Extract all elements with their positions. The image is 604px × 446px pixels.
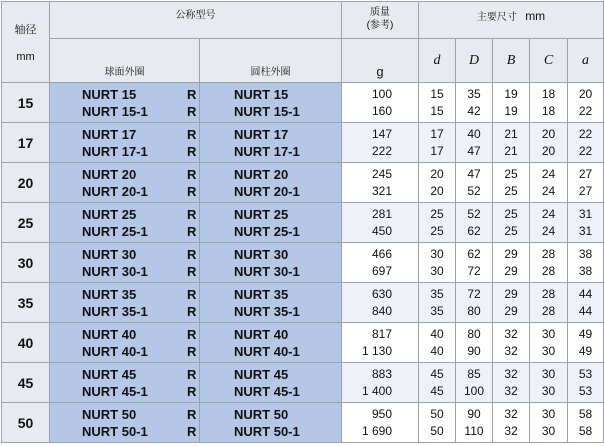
table-row <box>2 123 604 163</box>
cylindrical-outer-header: 圆柱外圈 <box>200 39 342 83</box>
dim-d-cell-value: 40 <box>430 343 444 358</box>
dim-d-cell <box>419 403 456 443</box>
mass-cell-value: 697 <box>371 263 392 278</box>
mass-cell-value: 100 <box>371 86 392 101</box>
shaft-header <box>2 2 50 83</box>
mass-note: (参考) <box>366 20 394 31</box>
cylindrical-model: NURT 40-1 <box>234 343 300 359</box>
dim-a-cell-value: 38 <box>578 263 593 278</box>
dim-d-cell-value: 17 <box>430 143 444 158</box>
mass-cell-value: 1 130 <box>361 343 392 358</box>
dim-D-cell <box>456 323 493 363</box>
cylindrical-model: NURT 20-1 <box>234 183 300 199</box>
dim-C-cell-value: 30 <box>541 366 556 381</box>
spherical-model-line <box>82 206 199 223</box>
shaft-cell: 17 <box>2 123 50 163</box>
dim-B-cell-value: 25 <box>504 166 518 181</box>
dims-label: 主要尺寸 <box>476 12 517 23</box>
cylindrical-model: NURT 17-1 <box>234 143 300 159</box>
spherical-model-line <box>82 246 199 263</box>
table-row <box>2 323 604 363</box>
dims-unit: mm <box>525 9 546 23</box>
spherical-model-line <box>82 166 199 183</box>
dim-a-cell-value: 27 <box>578 183 593 198</box>
dim-d-cell-value: 35 <box>430 303 444 318</box>
spherical-suffix: R <box>187 206 197 222</box>
dim-C-cell-value: 30 <box>541 326 556 341</box>
table-body <box>2 83 604 443</box>
dim-C-cell <box>530 363 568 403</box>
spherical-suffix: R <box>187 103 197 119</box>
dim-D-cell-value: 42 <box>467 103 481 118</box>
dim-a-cell-value: 27 <box>578 166 593 181</box>
dim-d-cell <box>419 283 456 323</box>
cylindrical-model-cell <box>200 83 342 123</box>
mass-cell-value: 160 <box>371 103 392 118</box>
dim-D-cell-value: 80 <box>467 303 481 318</box>
mass-cell-value: 245 <box>371 166 392 181</box>
dim-C-cell <box>530 323 568 363</box>
dim-D-cell <box>456 403 493 443</box>
shaft-cell: 45 <box>2 363 50 403</box>
dim-C-cell <box>530 283 568 323</box>
dim-d-cell <box>419 203 456 243</box>
table-row <box>2 83 604 123</box>
spherical-model: NURT 15 <box>82 86 137 102</box>
mass-cell-value: 466 <box>371 246 392 261</box>
mass-cell-value: 1 400 <box>361 383 392 398</box>
mass-cell <box>342 403 419 443</box>
spherical-model-line <box>82 366 199 383</box>
mass-label: 质量 <box>370 7 390 18</box>
cylindrical-model-cell <box>200 243 342 283</box>
spherical-model-cell <box>50 403 200 443</box>
mass-header <box>342 2 419 39</box>
shaft-cell: 40 <box>2 323 50 363</box>
shaft-cell: 30 <box>2 243 50 283</box>
spherical-model-line <box>82 343 199 360</box>
dim-d-cell-value: 20 <box>430 166 444 181</box>
dim-d-cell <box>419 363 456 403</box>
dim-B-cell-value: 29 <box>504 286 518 301</box>
dim-d-cell-value: 50 <box>430 423 444 438</box>
spherical-suffix: R <box>187 286 197 302</box>
dim-a-cell-value: 44 <box>578 303 593 318</box>
dim-D-cell-value: 47 <box>467 143 481 158</box>
dim-B-cell-value: 25 <box>504 183 518 198</box>
spherical-suffix: R <box>187 86 197 102</box>
cylindrical-model: NURT 35-1 <box>234 303 300 319</box>
dim-C-cell-value: 30 <box>541 343 556 358</box>
dim-d-cell-value: 25 <box>430 206 444 221</box>
spherical-model-cell <box>50 163 200 203</box>
dim-C-cell-value: 30 <box>541 423 556 438</box>
spherical-suffix: R <box>187 223 197 239</box>
dim-C-cell-value: 18 <box>541 103 556 118</box>
spherical-model-line <box>82 383 199 400</box>
dim-d-cell <box>419 83 456 123</box>
mass-cell <box>342 83 419 123</box>
spherical-suffix: R <box>187 143 197 159</box>
cylindrical-model-cell <box>200 283 342 323</box>
dim-B-header: B <box>493 39 530 83</box>
spherical-model: NURT 40 <box>82 326 137 342</box>
dim-B-cell-value: 32 <box>504 343 518 358</box>
cylindrical-model-cell <box>200 123 342 163</box>
dim-D-cell-value: 90 <box>467 406 481 421</box>
dim-B-cell <box>493 283 530 323</box>
dim-d-cell-value: 45 <box>430 383 444 398</box>
mass-cell <box>342 203 419 243</box>
dim-D-cell <box>456 243 493 283</box>
dim-B-cell-value: 29 <box>504 263 518 278</box>
spherical-model-line <box>82 263 199 280</box>
cylindrical-model: NURT 25 <box>234 206 289 222</box>
dim-d-cell-value: 15 <box>430 86 444 101</box>
spherical-model: NURT 25 <box>82 206 137 222</box>
table-header <box>2 2 604 83</box>
dim-C-header: C <box>530 39 568 83</box>
spherical-model-cell <box>50 363 200 403</box>
dim-C-cell-value: 24 <box>541 206 556 221</box>
table-row <box>2 243 604 283</box>
table-row <box>2 203 604 243</box>
dim-B-cell-value: 25 <box>504 223 518 238</box>
dim-d-cell-value: 50 <box>430 406 444 421</box>
dim-C-cell <box>530 163 568 203</box>
dim-a-cell-value: 44 <box>578 286 593 301</box>
dim-a-cell <box>568 123 604 163</box>
dim-a-cell-value: 31 <box>578 206 593 221</box>
mass-cell-value: 817 <box>371 326 392 341</box>
dim-a-cell <box>568 83 604 123</box>
spherical-model: NURT 35-1 <box>82 303 148 319</box>
dim-B-cell <box>493 363 530 403</box>
dim-B-cell-value: 32 <box>504 366 518 381</box>
dim-a-cell <box>568 203 604 243</box>
spherical-suffix: R <box>187 383 197 399</box>
dim-a-cell <box>568 243 604 283</box>
shaft-cell: 15 <box>2 83 50 123</box>
dim-B-cell <box>493 123 530 163</box>
spherical-model-cell <box>50 83 200 123</box>
spherical-model-cell <box>50 123 200 163</box>
cylindrical-model: NURT 50 <box>234 406 289 422</box>
spherical-model: NURT 17 <box>82 126 137 142</box>
spherical-suffix: R <box>187 126 197 142</box>
cylindrical-model-cell <box>200 323 342 363</box>
cylindrical-model: NURT 45 <box>234 366 289 382</box>
dim-D-cell <box>456 123 493 163</box>
dim-D-header: D <box>456 39 493 83</box>
dim-a-cell-value: 31 <box>578 223 593 238</box>
spherical-suffix: R <box>187 303 197 319</box>
dim-a-cell-value: 58 <box>578 406 593 421</box>
dim-D-cell-value: 52 <box>467 183 481 198</box>
cylindrical-model: NURT 45-1 <box>234 383 300 399</box>
dim-D-cell-value: 100 <box>463 383 485 398</box>
dim-a-cell-value: 22 <box>578 143 593 158</box>
dim-a-cell-value: 49 <box>578 343 593 358</box>
dim-D-cell-value: 110 <box>464 423 484 438</box>
dim-B-cell <box>493 163 530 203</box>
dim-B-cell <box>493 83 530 123</box>
model-group-header: 公称型号 <box>50 2 342 39</box>
dim-C-cell <box>530 243 568 283</box>
spherical-suffix: R <box>187 326 197 342</box>
cylindrical-model: NURT 15 <box>234 86 289 102</box>
dim-C-cell-value: 24 <box>541 223 556 238</box>
dim-B-cell-value: 21 <box>504 143 518 158</box>
mass-cell <box>342 123 419 163</box>
dim-D-cell <box>456 363 493 403</box>
dim-D-cell <box>456 203 493 243</box>
mass-cell-value: 883 <box>371 366 392 381</box>
mass-cell-value: 950 <box>371 406 392 421</box>
cylindrical-model: NURT 50-1 <box>234 423 300 439</box>
spherical-model-line <box>82 183 199 200</box>
spherical-model: NURT 40-1 <box>82 343 148 359</box>
shaft-cell: 25 <box>2 203 50 243</box>
dim-a-cell <box>568 403 604 443</box>
mass-cell-value: 630 <box>371 286 392 301</box>
dim-d-cell-value: 45 <box>430 366 444 381</box>
dim-B-cell-value: 25 <box>504 206 518 221</box>
spherical-model-cell <box>50 243 200 283</box>
spec-table <box>1 1 604 443</box>
dim-a-cell-value: 22 <box>578 126 593 141</box>
dim-a-cell-value: 49 <box>578 326 593 341</box>
dim-D-cell-value: 52 <box>467 206 481 221</box>
dim-D-cell-value: 40 <box>467 126 481 141</box>
mass-cell-value: 450 <box>371 223 392 238</box>
spherical-model-line <box>82 223 199 240</box>
dim-D-cell-value: 47 <box>467 166 481 181</box>
spherical-suffix: R <box>187 166 197 182</box>
mass-cell-value: 840 <box>371 303 392 318</box>
spherical-model: NURT 17-1 <box>82 143 148 159</box>
spherical-model-cell <box>50 283 200 323</box>
mass-cell-value: 281 <box>371 206 392 221</box>
mass-cell-value: 147 <box>371 126 392 141</box>
dim-a-header: a <box>568 39 604 83</box>
cylindrical-model-cell <box>200 403 342 443</box>
dim-a-cell-value: 53 <box>578 366 593 381</box>
shaft-label: 轴径 <box>14 24 37 36</box>
dim-C-cell-value: 20 <box>541 143 556 158</box>
spherical-suffix: R <box>187 183 197 199</box>
spherical-model-line <box>82 143 199 160</box>
spherical-model-line <box>82 423 199 440</box>
shaft-unit: mm <box>16 51 35 63</box>
dim-d-cell <box>419 123 456 163</box>
dim-a-cell <box>568 283 604 323</box>
spherical-model-line <box>82 406 199 423</box>
dim-D-cell-value: 90 <box>467 343 481 358</box>
dim-B-cell <box>493 203 530 243</box>
spherical-model: NURT 45-1 <box>82 383 148 399</box>
mass-cell <box>342 323 419 363</box>
spherical-model-line <box>82 326 199 343</box>
dim-B-cell-value: 19 <box>504 103 518 118</box>
spherical-suffix: R <box>187 366 197 382</box>
dim-D-cell-value: 80 <box>467 326 481 341</box>
spherical-model: NURT 25-1 <box>82 223 148 239</box>
cylindrical-model: NURT 40 <box>234 326 289 342</box>
spherical-suffix: R <box>187 246 197 262</box>
dim-a-cell-value: 20 <box>578 86 593 101</box>
dim-D-cell-value: 62 <box>467 246 481 261</box>
dim-C-cell-value: 20 <box>541 126 556 141</box>
dim-D-cell-value: 62 <box>467 223 481 238</box>
table-row <box>2 163 604 203</box>
spherical-suffix: R <box>187 343 197 359</box>
dim-B-cell-value: 29 <box>504 246 518 261</box>
dim-C-cell-value: 30 <box>541 406 556 421</box>
dims-group-header <box>419 2 604 39</box>
spherical-model: NURT 50 <box>82 406 137 422</box>
dim-D-cell <box>456 163 493 203</box>
spherical-model-cell <box>50 323 200 363</box>
mass-cell <box>342 363 419 403</box>
mass-cell <box>342 283 419 323</box>
spherical-model: NURT 50-1 <box>82 423 148 439</box>
dim-C-cell-value: 28 <box>541 286 556 301</box>
dim-a-cell-value: 58 <box>578 423 593 438</box>
dim-C-cell <box>530 403 568 443</box>
cylindrical-model: NURT 20 <box>234 166 289 182</box>
spherical-model: NURT 20-1 <box>82 183 148 199</box>
dim-a-cell-value: 53 <box>578 383 593 398</box>
dim-C-cell-value: 24 <box>541 166 556 181</box>
dim-C-cell <box>530 83 568 123</box>
dim-d-cell-value: 35 <box>430 286 444 301</box>
table-row <box>2 403 604 443</box>
mass-unit: g <box>342 39 419 83</box>
dim-B-cell-value: 32 <box>504 406 518 421</box>
mass-cell-value: 1 690 <box>361 423 392 438</box>
spherical-model-line <box>82 303 199 320</box>
dim-B-cell <box>493 243 530 283</box>
spherical-model-line <box>82 286 199 303</box>
dim-C-cell-value: 24 <box>541 183 556 198</box>
cylindrical-model-cell <box>200 163 342 203</box>
dim-B-cell-value: 19 <box>504 86 518 101</box>
dim-a-cell <box>568 163 604 203</box>
cylindrical-model: NURT 17 <box>234 126 289 142</box>
cylindrical-model-cell <box>200 363 342 403</box>
dim-d-cell-value: 30 <box>430 263 444 278</box>
dim-D-cell-value: 72 <box>467 263 481 278</box>
table-row <box>2 283 604 323</box>
dim-a-cell <box>568 363 604 403</box>
dim-D-cell <box>456 83 493 123</box>
dim-C-cell-value: 30 <box>541 383 556 398</box>
spherical-suffix: R <box>187 423 197 439</box>
dim-C-cell-value: 18 <box>541 86 556 101</box>
spherical-model-line <box>82 86 199 103</box>
spherical-model-cell <box>50 203 200 243</box>
mass-cell <box>342 163 419 203</box>
dim-d-cell-value: 25 <box>430 223 444 238</box>
spherical-model-line <box>82 126 199 143</box>
dim-a-cell-value: 38 <box>578 246 593 261</box>
dim-B-cell-value: 32 <box>504 326 518 341</box>
dim-C-cell-value: 28 <box>541 246 556 261</box>
cylindrical-model: NURT 35 <box>234 286 289 302</box>
mass-cell-value: 321 <box>371 183 392 198</box>
spherical-model-line <box>82 103 199 120</box>
dim-C-cell-value: 28 <box>541 263 556 278</box>
spherical-model: NURT 30 <box>82 246 137 262</box>
dim-d-cell-value: 15 <box>430 103 444 118</box>
dim-D-cell-value: 72 <box>467 286 481 301</box>
shaft-cell: 20 <box>2 163 50 203</box>
dim-B-cell-value: 21 <box>504 126 518 141</box>
spherical-outer-header: 球面外圈 <box>50 39 200 83</box>
dim-d-cell-value: 17 <box>430 126 444 141</box>
spherical-model: NURT 35 <box>82 286 137 302</box>
spherical-model: NURT 30-1 <box>82 263 148 279</box>
cylindrical-model: NURT 25-1 <box>234 223 300 239</box>
table-row <box>2 363 604 403</box>
dim-C-cell-value: 28 <box>541 303 556 318</box>
dim-d-cell-value: 30 <box>430 246 444 261</box>
cylindrical-model-cell <box>200 203 342 243</box>
cylindrical-model: NURT 15-1 <box>234 103 300 119</box>
mass-cell-value: 222 <box>371 143 392 158</box>
mass-cell <box>342 243 419 283</box>
spherical-suffix: R <box>187 263 197 279</box>
dim-a-cell-value: 22 <box>578 103 593 118</box>
dim-B-cell-value: 32 <box>504 423 518 438</box>
spherical-model: NURT 45 <box>82 366 137 382</box>
shaft-cell: 50 <box>2 403 50 443</box>
cylindrical-model: NURT 30-1 <box>234 263 300 279</box>
dim-C-cell <box>530 203 568 243</box>
dim-B-cell-value: 32 <box>504 383 518 398</box>
dim-d-cell-value: 20 <box>430 183 444 198</box>
dim-d-cell <box>419 243 456 283</box>
dim-D-cell-value: 85 <box>467 366 481 381</box>
dim-d-cell <box>419 163 456 203</box>
spherical-suffix: R <box>187 406 197 422</box>
dim-d-header: d <box>419 39 456 83</box>
dim-a-cell <box>568 323 604 363</box>
shaft-cell: 35 <box>2 283 50 323</box>
dim-D-cell <box>456 283 493 323</box>
dim-B-cell <box>493 403 530 443</box>
dim-D-cell-value: 35 <box>467 86 481 101</box>
spherical-model: NURT 15-1 <box>82 103 148 119</box>
dim-B-cell <box>493 323 530 363</box>
dim-C-cell <box>530 123 568 163</box>
spherical-model: NURT 20 <box>82 166 137 182</box>
cylindrical-model: NURT 30 <box>234 246 289 262</box>
dim-d-cell-value: 40 <box>430 326 444 341</box>
dim-B-cell-value: 29 <box>504 303 518 318</box>
dim-d-cell <box>419 323 456 363</box>
